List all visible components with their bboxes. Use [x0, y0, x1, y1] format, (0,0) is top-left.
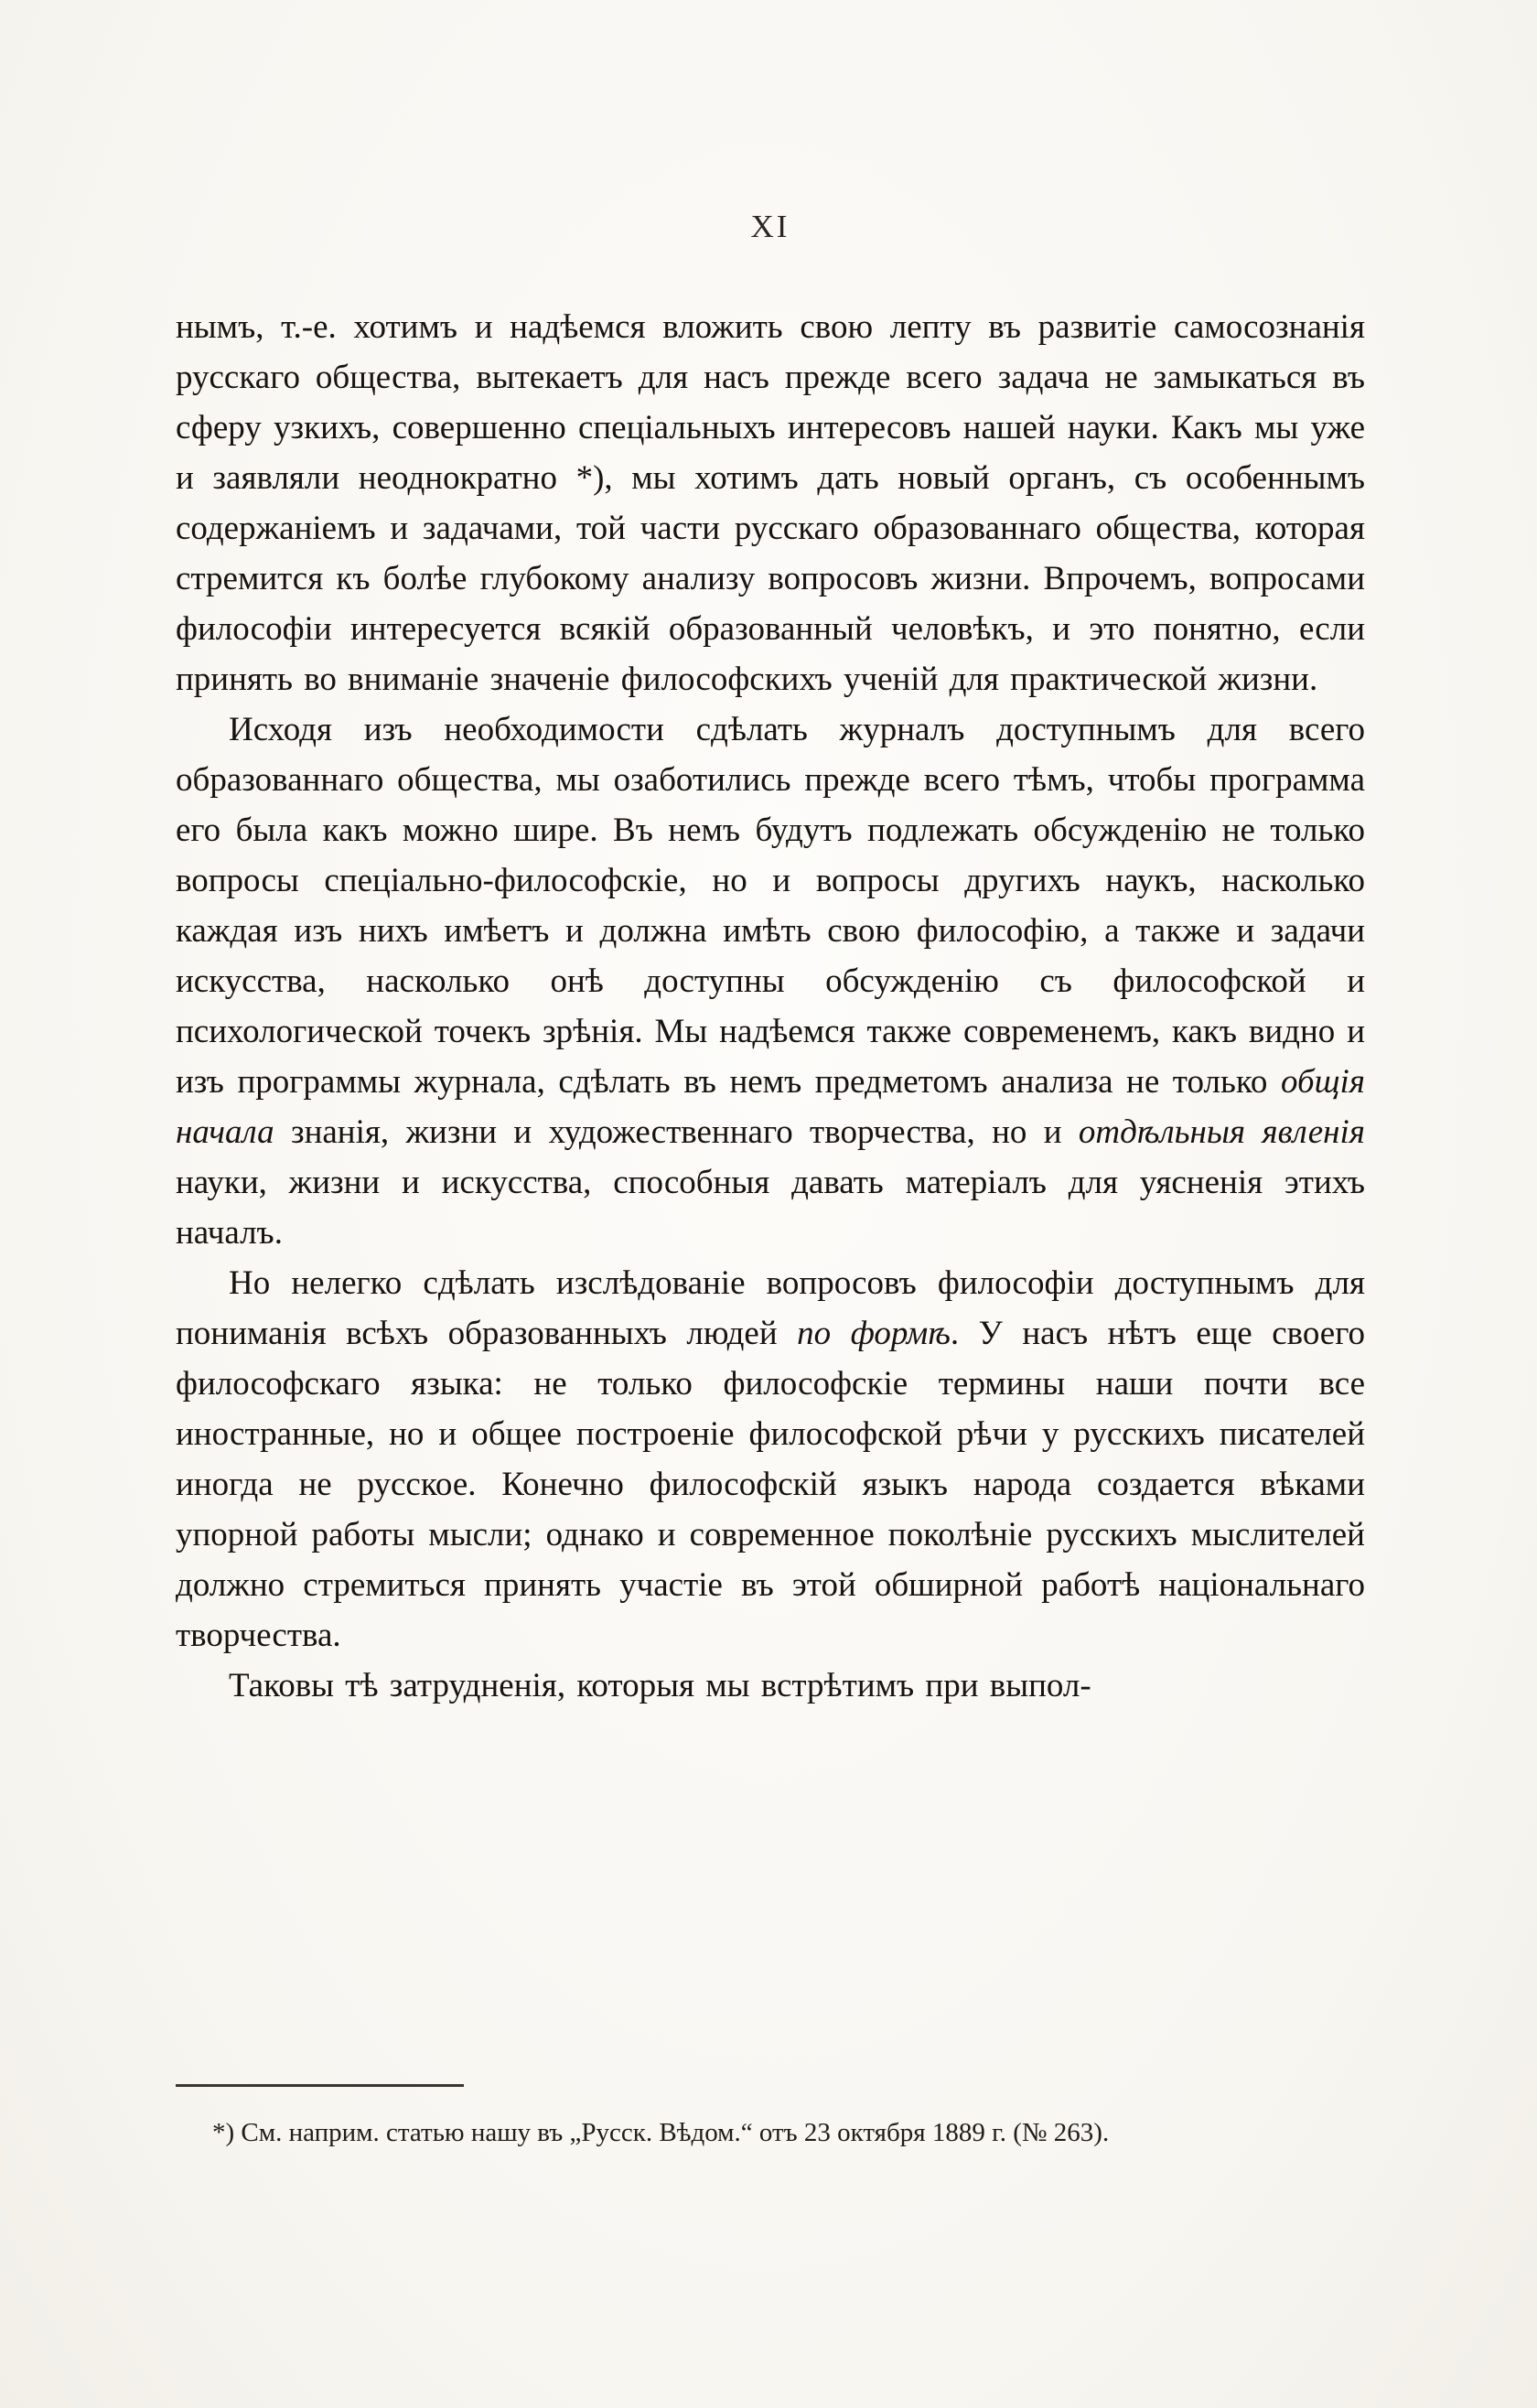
paragraph [176, 1661, 1365, 1711]
text-run: науки, жизни и искусства, способныя давать матеріалъ для уясненія этихъ началъ. [176, 1164, 1365, 1252]
footnote-separator [176, 2084, 464, 2087]
footnote-area [176, 2084, 1365, 2151]
footnote-text: *) См. наприм. статью нашу въ „Русск. Вѣдом.“ отъ 23 октября 1889 г. (№ 263). [212, 2118, 1110, 2147]
paragraph [176, 302, 1365, 704]
paragraph [176, 1258, 1365, 1661]
text-run: Исходя изъ необходимости сдѣлать журналъ доступнымъ для всего образованнаго общества, мы озаботились прежде всего тѣмъ, чтобы программа его была какъ можно шире. Въ немъ будутъ подлежать обсужденію не только вопросы спеціально-философскіе, но и вопросы другихъ наукъ, насколько каждая изъ нихъ имѣетъ и должна имѣть свою философію, а также и задачи искусства, насколько онѣ доступны обсужденію съ философской и психологической точекъ зрѣнія. Мы надѣемся также современемъ, какъ видно и изъ программы журнала, сдѣлать въ немъ предметомъ анализа не только [176, 711, 1365, 1101]
page-number: XI [750, 209, 790, 244]
text-run: знанія, жизни и художественнаго творчества, но и [274, 1113, 1079, 1151]
text-run: Таковы тѣ затрудненія, которыя мы встрѣтимъ при выпол- [229, 1667, 1091, 1704]
paragraph [176, 704, 1365, 1258]
italic-run: по формѣ [797, 1315, 951, 1352]
page-text [176, 302, 1365, 1711]
italic-run: отдѣльныя явленія [1078, 1113, 1365, 1151]
text-run: нымъ, т.-е. хотимъ и надѣемся вложить свою лепту въ развитіе самосознанія русскаго общества, вытекаетъ для насъ прежде всего задача не замыкаться въ сферу узкихъ, совершенно спеціальныхъ интересовъ нашей науки. Какъ мы уже и заявляли неоднократно *), мы хотимъ дать новый органъ, съ особеннымъ содержаніемъ и задачами, той части русскаго образованнаго общества, которая стремится къ болѣе глубокому анализу вопросовъ жизни. Впрочемъ, вопросами философіи интересуется всякій образованный человѣкъ, и это понятно, если принять во вниманіе значеніе философскихъ ученій для практической жизни. [176, 308, 1365, 698]
italic-run: общія начала [176, 1063, 1365, 1151]
text-run: Но нелегко сдѣлать изслѣдованіе вопросовъ философіи доступнымъ для пониманія всѣхъ образованныхъ людей [176, 1264, 1365, 1352]
text-run: . У насъ нѣтъ еще своего философскаго языка: не только философскіе термины наши почти все иностранные, но и общее построеніе философской рѣчи у русскихъ писателей иногда не русское. Конечно философскій языкъ народа создается вѣками упорной работы мысли; однако и современное поколѣніе русскихъ мыслителей должно стремиться принять участіе въ этой обширной работѣ національнаго творчества. [176, 1315, 1365, 1654]
